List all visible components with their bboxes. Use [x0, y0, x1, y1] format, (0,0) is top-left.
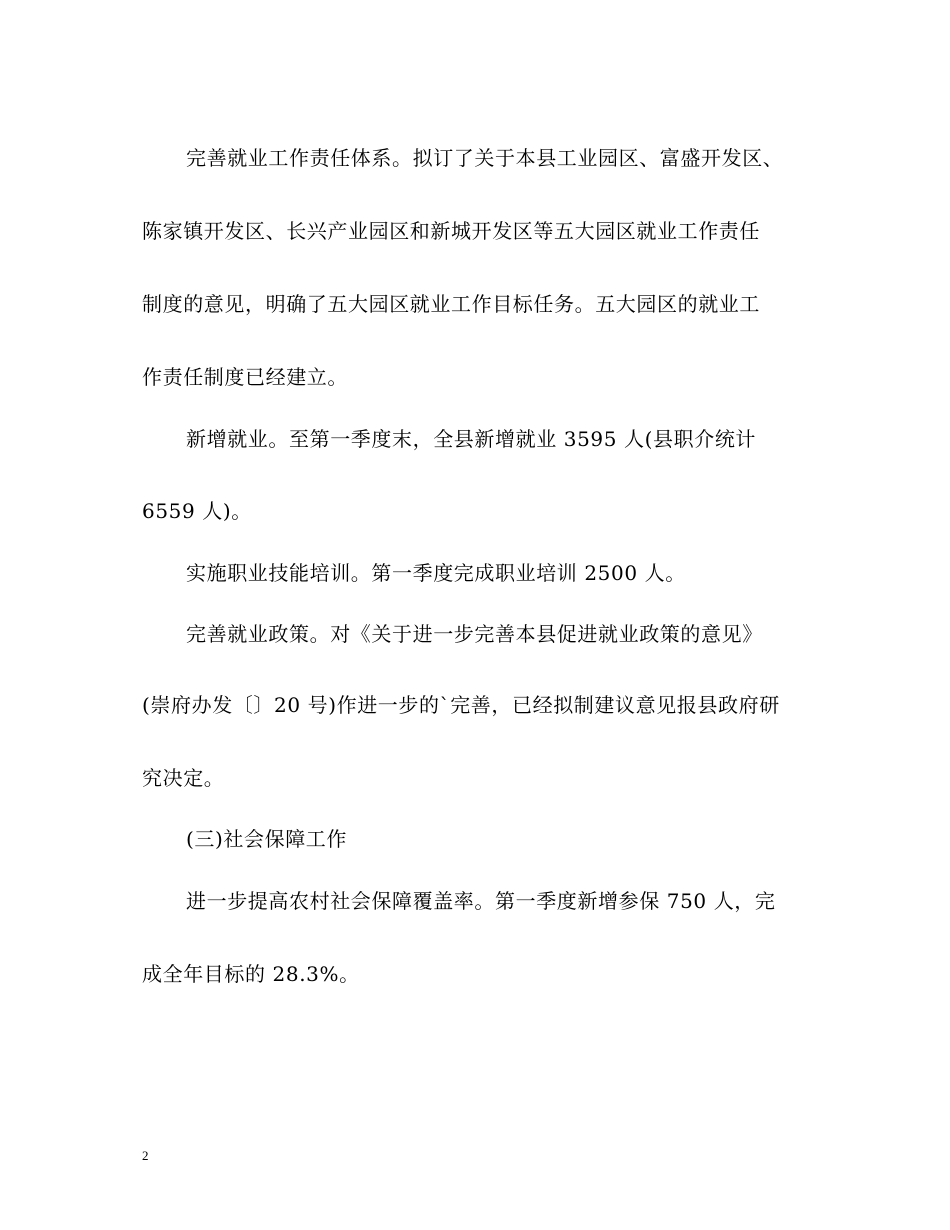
text-line: 究决定。 — [142, 766, 225, 790]
text-line: 成全年目标的 28.3%。 — [142, 962, 360, 986]
page-number: 2 — [142, 1148, 149, 1163]
text-line: 6559 人)。 — [142, 499, 252, 523]
text-line: 新增就业。至第一季度末，全县新增就业 3595 人(县职介统计 — [186, 427, 757, 451]
text-line: 完善就业政策。对《关于进一步完善本县促进就业政策的意见》 — [186, 622, 763, 646]
section-heading: (三)社会保障工作 — [186, 827, 348, 851]
text-line: 陈家镇开发区、长兴产业园区和新城开发区等五大园区就业工作责任 — [142, 219, 760, 243]
text-line: 完善就业工作责任体系。拟订了关于本县工业园区、富盛开发区、 — [186, 146, 784, 170]
text-line: (崇府办发〔〕20 号)作进一步的`完善，已经拟制建议意见报县政府研 — [142, 693, 780, 717]
text-line: 实施职业技能培训。第一季度完成职业培训 2500 人。 — [186, 561, 686, 585]
text-line: 作责任制度已经建立。 — [142, 365, 348, 389]
text-line: 制度的意见，明确了五大园区就业工作目标任务。五大园区的就业工 — [142, 292, 760, 316]
text-line: 进一步提高农村社会保障覆盖率。第一季度新增参保 750 人，完 — [186, 889, 776, 913]
